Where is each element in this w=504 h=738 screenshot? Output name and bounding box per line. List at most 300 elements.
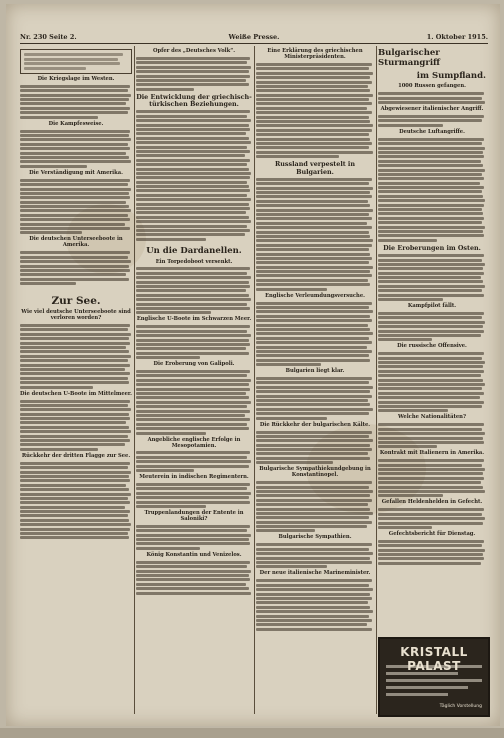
text-line [256, 508, 370, 511]
text-line [378, 387, 482, 390]
text-line [136, 146, 247, 149]
text-line [136, 414, 245, 417]
text-line [136, 181, 247, 184]
text-line [378, 155, 484, 158]
text-line [256, 244, 372, 247]
text-line [256, 457, 370, 460]
text-line [20, 89, 128, 92]
text-line [256, 124, 373, 127]
text-line [378, 138, 484, 141]
text-line [256, 381, 369, 384]
page-bottom-edge [0, 728, 504, 738]
text-line [136, 185, 249, 188]
text-line [378, 182, 480, 185]
text-line [256, 619, 372, 622]
text-line [256, 623, 367, 626]
text-line [256, 439, 373, 442]
text-line [136, 281, 249, 284]
text-line [136, 432, 206, 435]
text-line [378, 124, 443, 127]
text-line [136, 154, 245, 157]
text-line [20, 359, 128, 362]
text-line [256, 138, 370, 141]
text-line [20, 342, 130, 345]
text-line [20, 223, 125, 226]
text-line [378, 374, 481, 377]
text-line [136, 298, 251, 301]
ad-title: KRISTALL [400, 645, 468, 659]
column-1 [20, 46, 132, 716]
text-line [256, 444, 370, 447]
text-line [256, 552, 373, 555]
text-line [136, 542, 250, 545]
text-line [378, 508, 484, 511]
text-line [256, 606, 370, 609]
text-line [378, 486, 483, 489]
text-line [136, 501, 250, 504]
text-line [136, 225, 247, 228]
text-line [256, 94, 373, 97]
text-line [136, 132, 246, 135]
text-line [256, 499, 372, 502]
text-line [256, 337, 369, 340]
text-line [136, 128, 250, 131]
sub-headline: Ein Torpedoboot versenkt. [155, 258, 233, 265]
headline: König Konstantin und Venizelos. [146, 551, 242, 558]
headline: Der neue italienische Marineminister. [259, 570, 371, 577]
text-line [256, 102, 372, 105]
text-line [256, 601, 368, 604]
text-line [378, 190, 482, 193]
column-divider [376, 46, 377, 714]
text-line [136, 294, 249, 297]
text-line [256, 182, 369, 185]
headline: Welche Nationalitäten? [398, 414, 466, 421]
text-line [256, 525, 367, 528]
text-line [256, 628, 372, 631]
text-line [256, 557, 370, 560]
text-line [136, 460, 251, 463]
text-line [136, 220, 251, 223]
text-line [256, 146, 369, 149]
text-line [24, 53, 123, 56]
text-line [20, 218, 130, 221]
text-line [136, 124, 249, 127]
text-line [20, 337, 129, 340]
text-line [20, 102, 126, 105]
headline: Meuterein in indischen Regimentern. [139, 474, 249, 481]
text-line [136, 198, 251, 201]
text-line [20, 488, 129, 491]
text-line [378, 160, 481, 163]
text-line [378, 540, 484, 543]
text-line [20, 256, 128, 259]
text-line [256, 350, 372, 353]
text-line [378, 409, 448, 412]
headline: Kontrakt mit Italienern in Amerika. [379, 450, 485, 457]
text-line [378, 423, 484, 426]
column-2 [136, 46, 252, 716]
column-divider [254, 46, 255, 714]
text-line [136, 379, 251, 382]
text-line [378, 459, 484, 462]
text-line [378, 432, 485, 435]
text-line [20, 147, 130, 150]
text-line [136, 57, 250, 60]
text-line [20, 493, 131, 496]
text-line [20, 501, 130, 504]
text-line [256, 403, 370, 406]
text-line [136, 392, 246, 395]
text-line [256, 107, 367, 110]
text-line [256, 231, 369, 234]
text-line [378, 164, 483, 167]
text-line [136, 451, 250, 454]
headline: Gefechtsbericht für Dienstag. [388, 530, 476, 537]
text-line [20, 479, 130, 482]
text-line [136, 356, 200, 359]
text-line [256, 593, 370, 596]
text-line [256, 377, 372, 380]
text-line [20, 227, 130, 230]
text-line [136, 592, 251, 595]
text-line [136, 538, 249, 541]
text-line [20, 201, 126, 204]
text-line [256, 386, 373, 389]
headline: Die Entwicklung der griechisch-türkischen Beziehungen. [136, 92, 252, 109]
text-line [20, 134, 129, 137]
text-line [378, 199, 485, 202]
text-line [256, 239, 373, 242]
text-line [20, 400, 130, 403]
text-line [256, 354, 369, 357]
text-line [378, 221, 482, 224]
text-line [136, 565, 247, 568]
text-line [20, 426, 129, 429]
text-line [378, 405, 482, 408]
text-line [256, 310, 373, 313]
text-line [20, 196, 130, 199]
headline: Die russische Offensive. [397, 343, 467, 350]
text-line [20, 510, 130, 513]
text-line [256, 222, 367, 225]
text-line [136, 547, 200, 550]
text-line [256, 597, 372, 600]
text-line [378, 289, 482, 292]
text-line [136, 465, 249, 468]
text-line [20, 435, 128, 438]
headline: Die Kriegslage im Westen. [37, 75, 115, 82]
text-line [378, 468, 485, 471]
text-line [20, 209, 131, 212]
text-line [378, 352, 484, 355]
headline: Die Kampfesweise. [48, 120, 104, 127]
text-line [256, 200, 368, 203]
column-3 [256, 46, 374, 716]
text-line [20, 532, 128, 535]
text-line [256, 76, 370, 79]
text-line [136, 168, 249, 171]
text-line [256, 129, 372, 132]
headline: Opfer des „Deutsches Volk“. [152, 48, 236, 54]
text-line [136, 150, 250, 153]
text-line [136, 339, 249, 342]
text-line [136, 307, 250, 310]
text-line [378, 259, 482, 262]
text-line [378, 208, 482, 211]
text-line [136, 487, 247, 490]
text-line [256, 588, 373, 591]
text-line [136, 505, 206, 508]
text-line [378, 383, 485, 386]
text-line [136, 110, 250, 113]
text-line [378, 294, 484, 297]
text-line [256, 98, 369, 101]
text-line [378, 334, 481, 337]
text-line [136, 570, 251, 573]
text-line [136, 233, 245, 236]
text-line [136, 492, 251, 495]
text-line [20, 85, 130, 88]
text-line [136, 61, 247, 64]
text-line [20, 282, 76, 285]
text-line [20, 430, 131, 433]
text-line [136, 456, 247, 459]
text-line [20, 372, 130, 375]
text-line [20, 116, 98, 119]
text-line [378, 254, 484, 257]
text-line [20, 328, 128, 331]
headline: Die Rückkehr der bulgarischen Kälte. [259, 421, 371, 428]
text-line [256, 151, 373, 154]
masthead [20, 32, 488, 42]
text-line [20, 381, 129, 384]
headline: Kampfpilot fällt. [407, 303, 457, 310]
text-line [136, 525, 250, 528]
text-line [20, 346, 126, 349]
text-line [136, 347, 246, 350]
text-line [256, 270, 370, 273]
text-line [378, 490, 485, 493]
text-line [378, 280, 483, 283]
text-line [20, 138, 131, 141]
text-line [20, 462, 130, 465]
text-line [378, 276, 481, 279]
text-line [256, 452, 368, 455]
text-line [20, 107, 130, 110]
text-line [256, 306, 369, 309]
text-line [136, 276, 251, 279]
text-line [256, 417, 327, 420]
text-line [20, 421, 126, 424]
text-line [256, 191, 370, 194]
text-line [256, 565, 327, 568]
text-line [378, 272, 484, 275]
text-line [256, 503, 368, 506]
text-line [20, 523, 131, 526]
text-line [378, 298, 443, 301]
issue-number: Nr. 230 Seite 2. [20, 33, 77, 41]
text-line [20, 386, 93, 389]
text-line [136, 163, 247, 166]
text-line [136, 303, 247, 306]
text-line [20, 497, 128, 500]
text-line [256, 187, 373, 190]
headline: Rückkehr der dritten Flagge zur See. [21, 452, 131, 459]
text-line [136, 483, 250, 486]
text-line [378, 330, 484, 333]
text-line [136, 137, 249, 140]
text-line [20, 350, 129, 353]
text-line [136, 405, 247, 408]
text-line [256, 120, 370, 123]
text-line [20, 130, 130, 133]
headline: Die Eroberung von Galipoli. [153, 361, 235, 368]
text-line [136, 578, 250, 581]
text-line [378, 97, 482, 100]
text-line [378, 234, 484, 237]
text-line [136, 583, 246, 586]
column-divider [134, 46, 135, 714]
issue-date: 1. Oktober 1915. [426, 33, 488, 41]
text-line [256, 494, 370, 497]
text-line [136, 119, 251, 122]
text-line [136, 529, 247, 532]
text-line [20, 231, 82, 234]
text-line [378, 338, 432, 341]
text-line [256, 226, 372, 229]
text-line [20, 475, 129, 478]
text-line [20, 377, 128, 380]
text-line [24, 58, 118, 61]
text-line [378, 316, 482, 319]
text-line [378, 544, 482, 547]
text-line [136, 352, 249, 355]
text-line [378, 217, 484, 220]
text-line [378, 142, 482, 145]
headline: Die deutschen U-Boote im Mittelmeer. [20, 390, 132, 397]
text-line [378, 239, 437, 242]
text-line [136, 115, 247, 118]
text-line [378, 396, 480, 399]
headline: Bulgarische Sympathiekundgebung in Konstantinopel. [259, 466, 371, 479]
text-line [256, 81, 372, 84]
text-line [136, 469, 194, 472]
text-line [256, 521, 372, 524]
text-line [256, 111, 372, 114]
text-line [378, 365, 483, 368]
text-line [378, 445, 437, 448]
text-line [378, 428, 482, 431]
text-line [378, 119, 482, 122]
text-line [136, 75, 250, 78]
text-line [136, 238, 206, 241]
text-line [378, 151, 483, 154]
text-line [378, 481, 481, 484]
text-line [136, 272, 247, 275]
text-line [256, 512, 373, 515]
headline: Eine Erklärung des griechischen Ministerpräsidenten. [267, 48, 363, 60]
text-line [256, 579, 372, 582]
text-line [136, 423, 247, 426]
text-line [378, 115, 484, 118]
text-line [24, 67, 86, 70]
text-line [378, 370, 484, 373]
text-line [256, 67, 369, 70]
headline: Bulgarien liegt klar. [285, 368, 345, 375]
text-line [256, 431, 372, 434]
text-line [256, 341, 372, 344]
headline: Englische U-Boote im Schwarzen Meer. [136, 316, 252, 323]
notice-box [20, 49, 132, 74]
text-line [256, 72, 373, 75]
text-line [256, 261, 369, 264]
text-line [136, 587, 249, 590]
text-line [20, 214, 128, 217]
text-line [256, 142, 372, 145]
text-line [256, 610, 373, 613]
text-line [256, 346, 367, 349]
text-line [136, 311, 211, 314]
text-line [378, 361, 485, 364]
text-line [256, 408, 373, 411]
text-line [378, 517, 485, 520]
headline: Die Verständigung mit Amerika. [29, 169, 123, 176]
text-line [256, 217, 372, 220]
text-line [256, 584, 369, 587]
text-line [378, 401, 484, 404]
text-line [136, 343, 250, 346]
text-line [136, 289, 246, 292]
text-line [378, 230, 483, 233]
column-4 [378, 46, 486, 634]
text-line [136, 189, 250, 192]
text-line [256, 529, 315, 532]
headline: Russland verpestelt in Bulgarien. [274, 160, 356, 176]
text-line [378, 325, 483, 328]
text-line [136, 207, 250, 210]
text-line [20, 471, 131, 474]
text-line [136, 285, 250, 288]
text-line [256, 253, 370, 256]
text-line [20, 466, 128, 469]
headline: Angebliche englische Erfolge in Mesopotamien. [147, 436, 241, 449]
text-line [256, 399, 368, 402]
text-line [256, 315, 370, 318]
text-line [256, 283, 370, 286]
text-line [24, 62, 120, 65]
text-line [256, 481, 372, 484]
text-line [378, 357, 482, 360]
text-line [256, 332, 373, 335]
text-line [256, 395, 372, 398]
text-line [256, 279, 368, 282]
text-line [136, 330, 247, 333]
text-line [136, 66, 251, 69]
text-line [136, 229, 250, 232]
text-line [136, 325, 250, 328]
headline: Abgewiesener italienischer Angriff. [380, 106, 484, 113]
text-line [378, 557, 484, 560]
text-line [136, 334, 251, 337]
text-line [378, 101, 485, 104]
text-line [136, 172, 251, 175]
text-line [20, 205, 129, 208]
headline: Die deutschen Unterseeboote in Amerika. [29, 236, 123, 249]
text-line [136, 374, 247, 377]
text-line [136, 383, 249, 386]
text-line [136, 203, 249, 206]
